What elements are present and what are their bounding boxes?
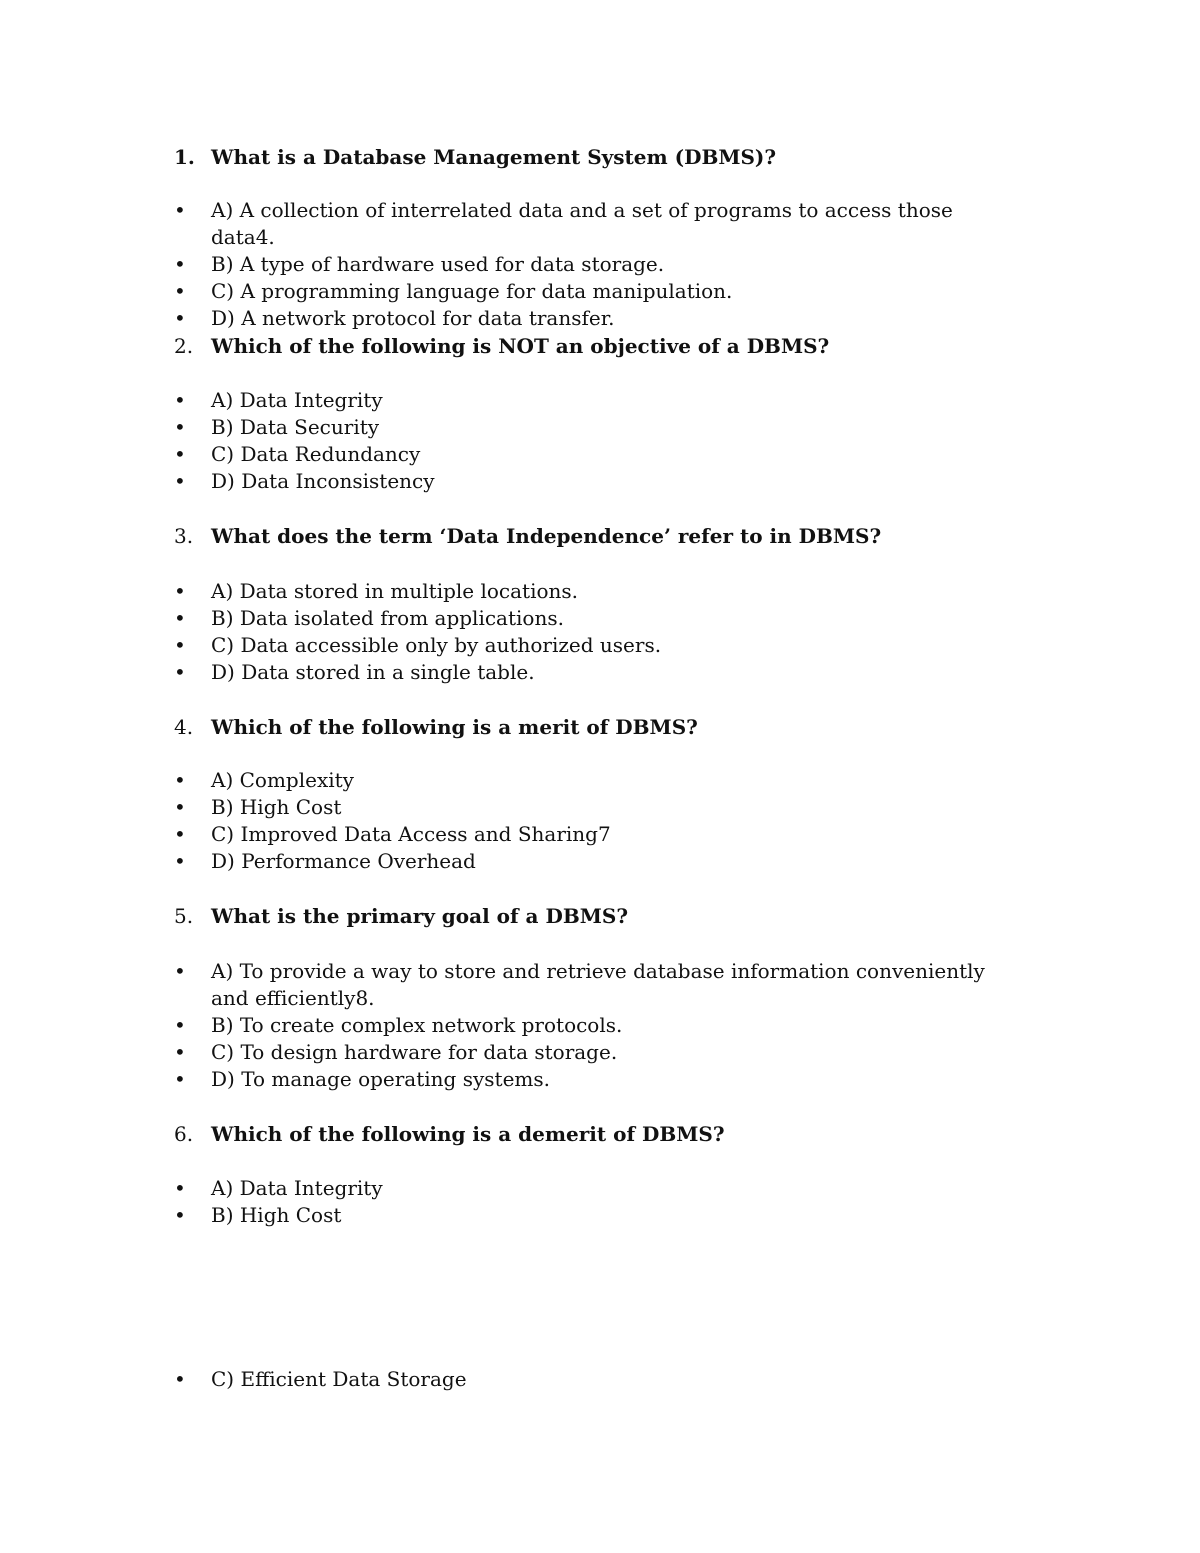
- option-text: C) Data accessible only by authorized users.: [211, 633, 662, 657]
- list-item: [174, 794, 1004, 821]
- option-text: D) Data stored in a single table.: [211, 660, 535, 684]
- option-text: C) A programming language for data manipulation.: [211, 279, 733, 303]
- list-item: [174, 605, 1004, 632]
- list-item: [174, 1175, 1004, 1202]
- list-item: [174, 632, 1004, 659]
- list-item: [174, 958, 1004, 1012]
- question-number: 1.: [174, 145, 195, 169]
- option-text: A) Data stored in multiple locations.: [211, 579, 579, 603]
- bullet-icon: •: [174, 306, 186, 330]
- list-item: [174, 1366, 1004, 1393]
- list-item: [174, 659, 1004, 686]
- bullet-icon: •: [174, 1067, 186, 1091]
- list-item: [174, 1202, 1004, 1229]
- bullet-icon: •: [174, 388, 186, 412]
- option-text: C) Efficient Data Storage: [211, 1367, 467, 1391]
- bullet-icon: •: [174, 469, 186, 493]
- list-item: [174, 387, 1004, 414]
- option-text: D) Performance Overhead: [211, 849, 476, 873]
- option-text: D) A network protocol for data transfer.: [211, 306, 615, 330]
- question-number: 2.: [174, 334, 194, 358]
- bullet-icon: •: [174, 606, 186, 630]
- bullet-icon: •: [174, 660, 186, 684]
- bullet-icon: •: [174, 1176, 186, 1200]
- list-item: [174, 305, 1004, 332]
- list-item: [174, 414, 1004, 441]
- list-item: [174, 848, 1004, 875]
- list-item: [174, 251, 1004, 278]
- bullet-icon: •: [174, 1203, 186, 1227]
- bullet-icon: •: [174, 849, 186, 873]
- option-text: C) To design hardware for data storage.: [211, 1040, 618, 1064]
- question-number: 4.: [174, 715, 194, 739]
- option-text: B) A type of hardware used for data storage.: [211, 252, 665, 276]
- list-item: [174, 821, 1004, 848]
- bullet-icon: •: [174, 959, 186, 983]
- bullet-icon: •: [174, 415, 186, 439]
- list-item: [174, 1012, 1004, 1039]
- option-text: B) High Cost: [211, 795, 342, 819]
- bullet-icon: •: [174, 633, 186, 657]
- question-text: What does the term ‘Data Independence’ refer to in DBMS?: [211, 524, 882, 548]
- question-number: 6.: [174, 1122, 194, 1146]
- question-text: Which of the following is a demerit of DBMS?: [211, 1122, 725, 1146]
- option-text: A) A collection of interrelated data and a set of programs to access those data4.: [211, 198, 953, 249]
- options-list-1: [174, 197, 1004, 332]
- list-item: [174, 441, 1004, 468]
- bullet-icon: •: [174, 1013, 186, 1037]
- options-list-6-continued: [174, 1366, 1004, 1393]
- question-text: What is a Database Management System (DBMS)?: [211, 145, 777, 169]
- options-list-2: [174, 387, 1004, 495]
- option-text: B) High Cost: [211, 1203, 342, 1227]
- bullet-icon: •: [174, 795, 186, 819]
- option-text: A) To provide a way to store and retrieve database information conveniently and efficiently8.: [211, 959, 985, 1010]
- bullet-icon: •: [174, 579, 186, 603]
- option-text: D) To manage operating systems.: [211, 1067, 550, 1091]
- list-item: [174, 1066, 1004, 1093]
- option-text: C) Data Redundancy: [211, 442, 421, 466]
- bullet-icon: •: [174, 1367, 186, 1391]
- question-text: Which of the following is a merit of DBMS?: [211, 715, 698, 739]
- list-item: [174, 468, 1004, 495]
- bullet-icon: •: [174, 822, 186, 846]
- option-text: B) Data isolated from applications.: [211, 606, 564, 630]
- options-list-5: [174, 958, 1004, 1093]
- question-text: What is the primary goal of a DBMS?: [211, 904, 629, 928]
- list-item: [174, 197, 1004, 251]
- list-item: [174, 1039, 1004, 1066]
- option-text: B) Data Security: [211, 415, 380, 439]
- options-list-4: [174, 767, 1004, 875]
- list-item: [174, 278, 1004, 305]
- options-list-6: [174, 1175, 1004, 1229]
- option-text: A) Data Integrity: [211, 388, 383, 412]
- option-text: D) Data Inconsistency: [211, 469, 435, 493]
- question-number: 3.: [174, 524, 194, 548]
- bullet-icon: •: [174, 442, 186, 466]
- option-text: A) Data Integrity: [211, 1176, 383, 1200]
- question-text: Which of the following is NOT an objective of a DBMS?: [211, 334, 830, 358]
- question-number: 5.: [174, 904, 194, 928]
- bullet-icon: •: [174, 252, 186, 276]
- options-list-3: [174, 578, 1004, 686]
- bullet-icon: •: [174, 279, 186, 303]
- list-item: [174, 767, 1004, 794]
- bullet-icon: •: [174, 768, 186, 792]
- option-text: B) To create complex network protocols.: [211, 1013, 623, 1037]
- option-text: A) Complexity: [211, 768, 354, 792]
- option-text: C) Improved Data Access and Sharing7: [211, 822, 611, 846]
- bullet-icon: •: [174, 198, 186, 222]
- bullet-icon: •: [174, 1040, 186, 1064]
- list-item: [174, 578, 1004, 605]
